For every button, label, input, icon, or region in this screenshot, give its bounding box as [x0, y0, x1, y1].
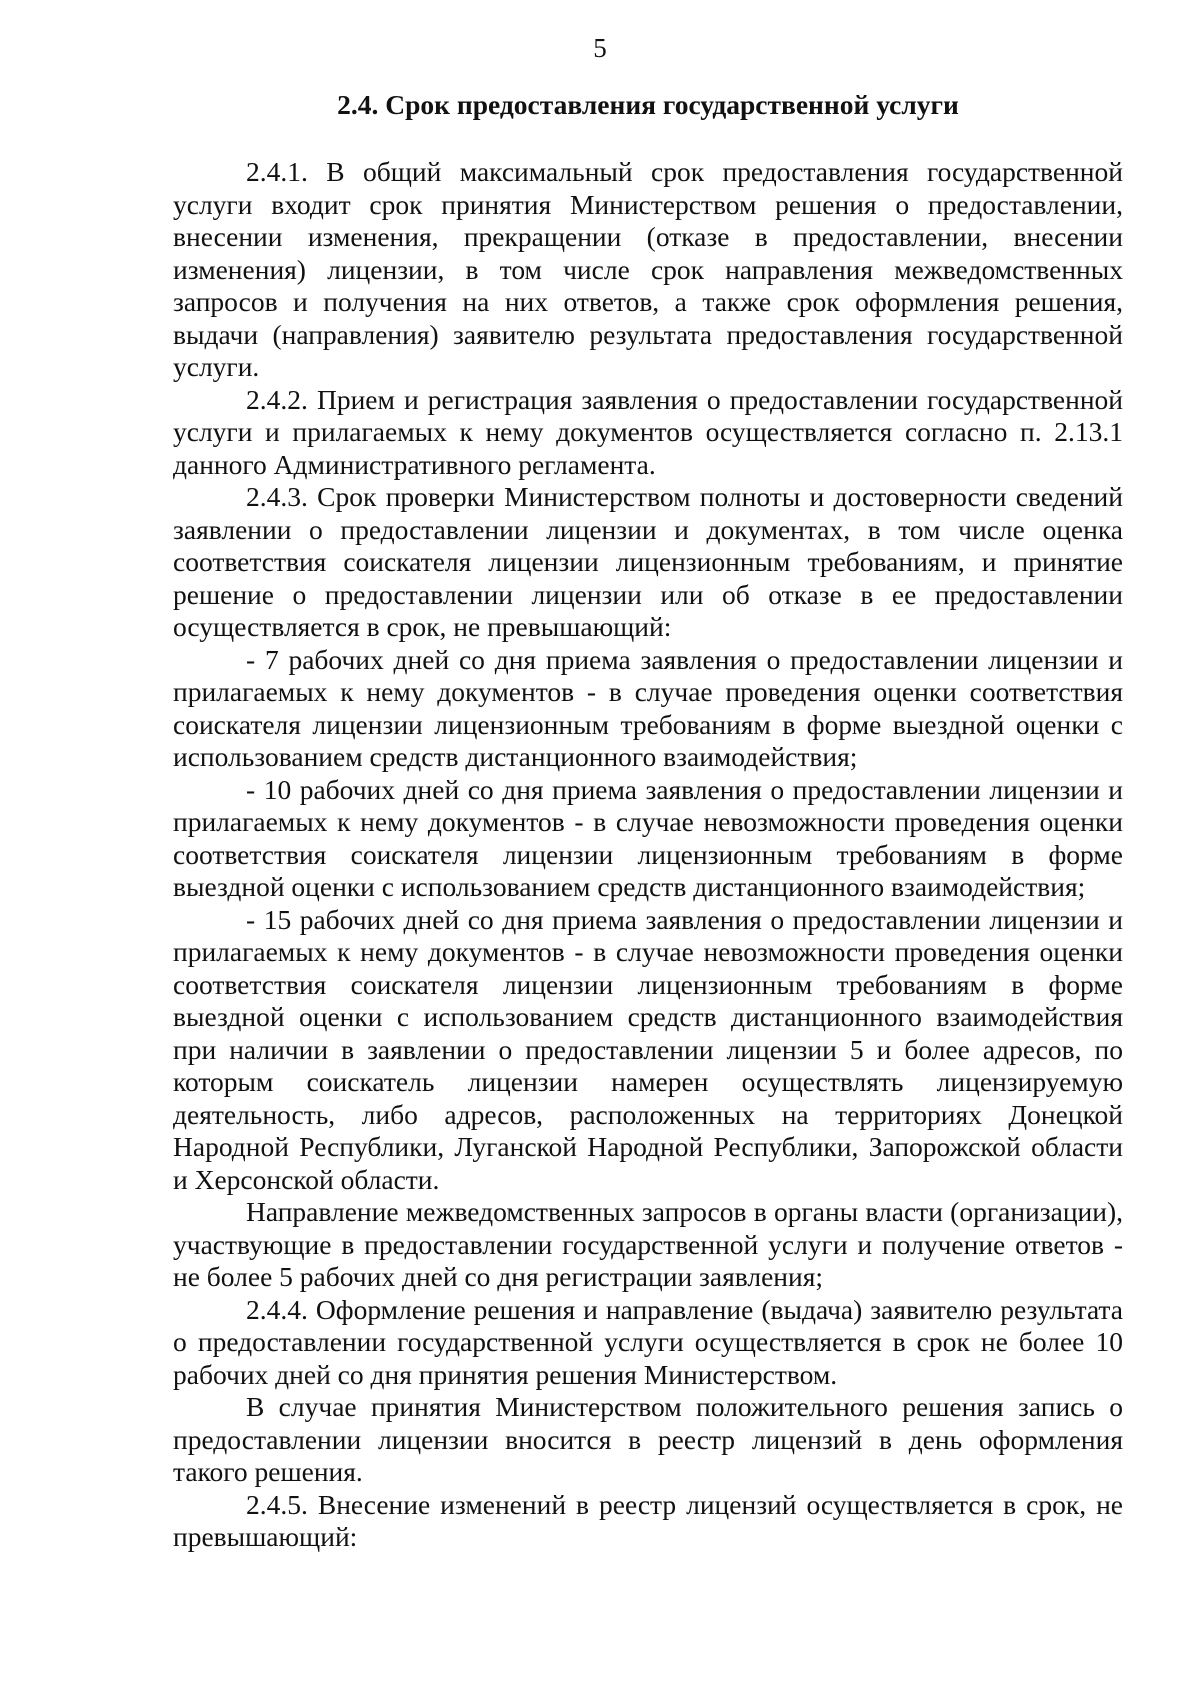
paragraph-2-4-5: 2.4.5. Внесение изменений в реестр лицензий осуществляется в срок, не превышающий: [173, 1488, 1123, 1552]
list-item-7-days: - 7 рабочих дней со дня приема заявления о предоставлении лицензии и прилагаемых к нему документов - в случае проведения оценки соответствия соискателя лицензии лицензионным требованиям в форме выездной оценки с использованием средств дистанционного взаимодействия; [173, 643, 1123, 772]
document-body [173, 156, 1123, 1554]
paragraph-registry-entry: В случае принятия Министерством положительного решения запись о предоставлении лицензии вносится в реестр лицензий в день оформления такого решения. [173, 1391, 1123, 1487]
section-heading: 2.4. Срок предоставления государственной услуги [337, 89, 959, 120]
paragraph-2-4-1: 2.4.1. В общий максимальный срок предоставления государственной услуги входит срок принятия Министерством решения о предоставлении, внесении изменения, прекращении (отказе в предоставлении, внесении изменения) лицензии, в том числе срок направления межведомственных запросов и получения на них ответов, а также срок оформления решения, выдачи (направления) заявителю результата предоставления государственной услуги. [173, 156, 1123, 382]
list-item-10-days: - 10 рабочих дней со дня приема заявления о предоставлении лицензии и прилагаемых к нему документов - в случае невозможности проведения оценки соответствия соискателя лицензии лицензионным требованиям в форме выездной оценки с использованием средств дистанционного взаимодействия; [173, 773, 1123, 902]
paragraph-interagency-requests: Направление межведомственных запросов в органы власти (организации), участвующие в предоставлении государственной услуги и получение ответов - не более 5 рабочих дней со дня регистрации заявления; [173, 1196, 1123, 1292]
list-item-15-days: - 15 рабочих дней со дня приема заявления о предоставлении лицензии и прилагаемых к нему документов - в случае невозможности проведения оценки соответствия соискателя лицензии лицензионным требованиям в форме выездной оценки с использованием средств дистанционного взаимодействия при наличии в заявлении о предоставлении лицензии 5 и более адресов, по которым соискатель лицензии намерен осуществлять лицензируемую деятельность, либо адресов, расположенных на территориях Донецкой Народной Республики, Луганской Народной Республики, Запорожской области и Херсонской области. [173, 903, 1123, 1195]
paragraph-2-4-2: 2.4.2. Прием и регистрация заявления о предоставлении государственной услуги и прилагаемых к нему документов осуществляется согласно п. 2.13.1 данного Административного регламента. [173, 383, 1123, 480]
paragraph-2-4-3: 2.4.3. Срок проверки Министерством полноты и достоверности сведений заявлении о предоставлении лицензии и документах, в том числе оценка соответствия соискателя лицензии лицензионным требованиям, и принятие решение о предоставлении лицензии или об отказе в ее предоставлении осуществляется в срок, не превышающий: [173, 481, 1123, 642]
page-number: 5 [593, 33, 607, 63]
paragraph-2-4-4: 2.4.4. Оформление решения и направление (выдача) заявителю результата о предоставлении государственной услуги осуществляется в срок не более 10 рабочих дней со дня принятия решения Министерством. [173, 1293, 1123, 1390]
